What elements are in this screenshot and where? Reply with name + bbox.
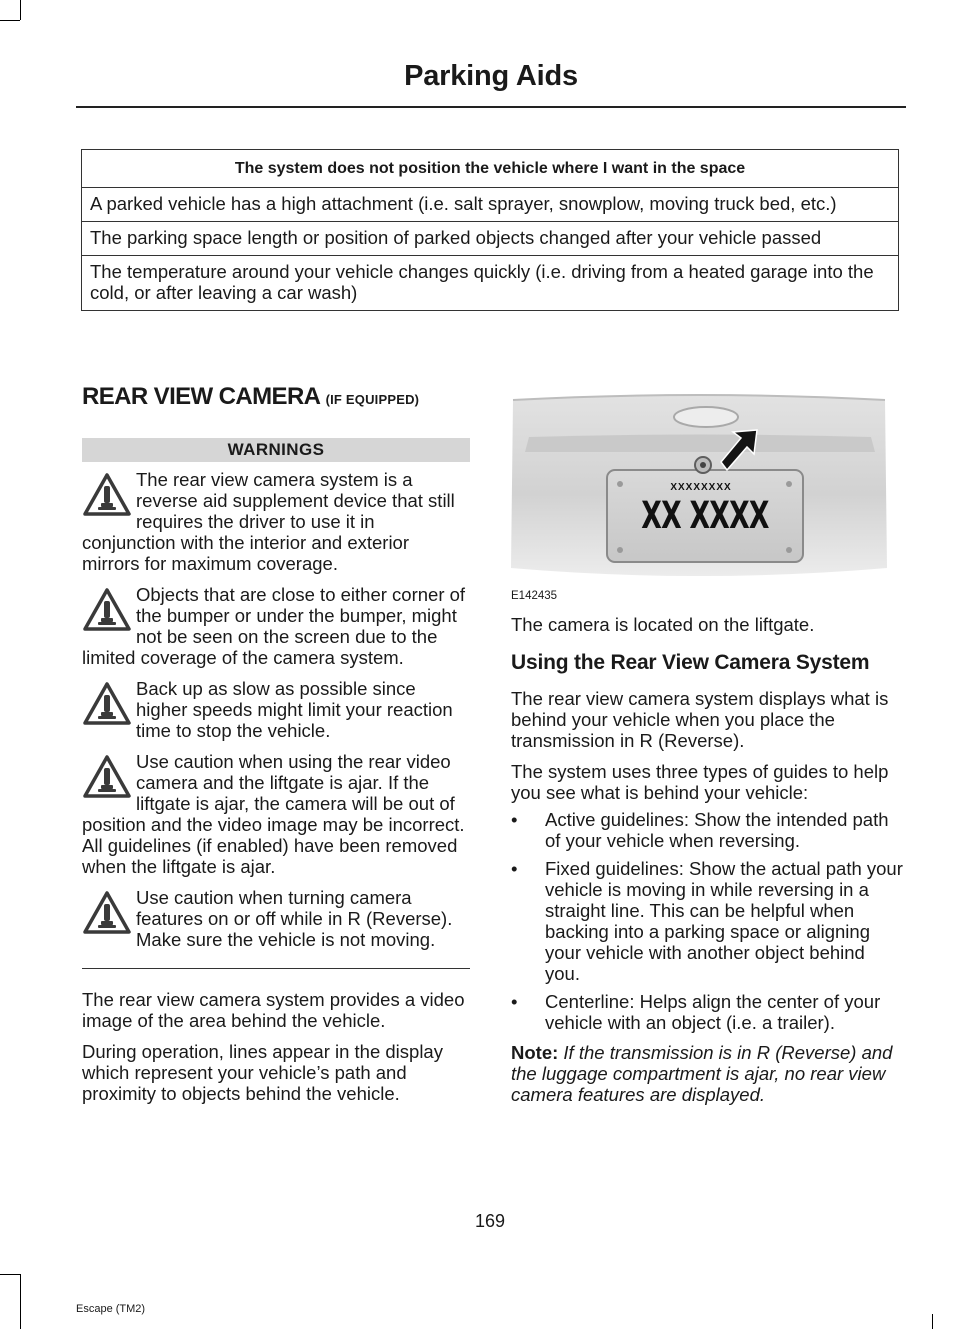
bullet: • (511, 809, 518, 830)
list-item (511, 809, 903, 851)
list-item-text: Active guidelines: Show the intended path of your vehicle when reversing. (545, 809, 889, 851)
right-column (511, 392, 903, 1105)
warning-item (82, 887, 470, 950)
warning-item (82, 678, 470, 741)
body-paragraph: The rear view camera system displays what is behind your vehicle when you place the transmission in R (Reverse). (511, 688, 889, 751)
section-rule (82, 968, 470, 969)
page-number: 169 (474, 1211, 506, 1231)
plate-large-text: XX XXXX (641, 494, 769, 537)
note-text: If the transmission is in R (Reverse) and the luggage compartment is ajar, no rear view camera features are displayed. (511, 1042, 893, 1105)
figure-id: E142435 (511, 590, 558, 602)
crop-mark (0, 1274, 20, 1275)
table-row (82, 222, 899, 256)
body-paragraph: During operation, lines appear in the display which represent your vehicle’s path and proximity to objects behind the vehicle. (82, 1041, 443, 1104)
crop-mark (0, 20, 20, 21)
table-header-row (82, 150, 899, 188)
table-cell: A parked vehicle has a high attachment (i.e. salt sprayer, snowplow, moving truck bed, etc.) (82, 188, 899, 222)
warning-triangle-icon (82, 890, 134, 938)
plate-small-text: XXXXXXXX (670, 482, 732, 493)
body-paragraph: The rear view camera system provides a video image of the area behind the vehicle. (82, 989, 465, 1031)
guides-list (511, 809, 903, 1033)
section-heading (82, 383, 470, 411)
warning-triangle-icon (82, 754, 134, 802)
section-heading-suffix: (IF EQUIPPED) (325, 392, 420, 407)
figure-caption: The camera is located on the liftgate. (511, 614, 815, 635)
warning-item (82, 584, 470, 668)
note (511, 1042, 903, 1105)
list-item (511, 991, 903, 1033)
table-cell: The parking space length or position of parked objects changed after your vehicle passed (82, 222, 899, 256)
note-label: Note: (511, 1042, 559, 1063)
warning-text: Use caution when turning camera features on or off while in R (Reverse). Make sure the vehicle is not moving. (136, 887, 453, 950)
crop-mark (20, 0, 21, 20)
liftgate-camera-illustration (511, 392, 887, 584)
section-heading-text: REAR VIEW CAMERA (82, 383, 320, 410)
list-item (511, 858, 903, 984)
list-item-text: Centerline: Helps align the center of your vehicle with an object (i.e. a trailer). (545, 991, 881, 1033)
warning-triangle-icon (82, 587, 134, 635)
warning-text: Objects that are close to either corner of the bumper or under the bumper, might not be seen on the screen due to the limited coverage of the camera system. (82, 584, 466, 668)
crop-mark (932, 1314, 933, 1329)
table-row (82, 256, 899, 311)
left-column (82, 383, 470, 1104)
troubleshooting-table (81, 149, 899, 311)
subsection-heading: Using the Rear View Camera System (511, 651, 870, 674)
warning-text: The rear view camera system is a reverse aid supplement device that still requires the driver to use it in conjunction with the interior and exterior mirrors for maximum coverage. (82, 469, 455, 574)
footer-model: Escape (TM2) (76, 1303, 146, 1315)
warning-item (82, 469, 470, 574)
page-title: Parking Aids (404, 60, 578, 92)
body-paragraph: The system uses three types of guides to help you see what is behind your vehicle: (511, 761, 889, 803)
crop-mark (20, 1274, 21, 1329)
list-item-text: Fixed guidelines: Show the actual path your vehicle is moving in while reversing in a straight line. This can be helpful when backing into a parking space or aligning your vehicle with another object behind you. (545, 858, 903, 984)
warning-triangle-icon (82, 472, 134, 520)
bullet: • (511, 991, 518, 1012)
warning-item (82, 751, 470, 877)
warning-text: Back up as slow as possible since higher speeds might limit your reaction time to stop the vehicle. (136, 678, 453, 741)
table-cell: The temperature around your vehicle changes quickly (i.e. driving from a heated garage into the cold, or after leaving a car wash) (82, 256, 899, 311)
bullet: • (511, 858, 518, 879)
title-rule (76, 106, 906, 108)
table-header: The system does not position the vehicle where I want in the space (82, 150, 899, 188)
warning-text: Use caution when using the rear video camera and the liftgate is ajar. If the liftgate is ajar, the camera will be out of position and the video image may be incorrect. All guidelines (if enabled) have been removed when the liftgate is ajar. (82, 751, 465, 877)
warning-triangle-icon (82, 681, 134, 729)
warnings-bar: WARNINGS (82, 438, 470, 462)
table-row (82, 188, 899, 222)
